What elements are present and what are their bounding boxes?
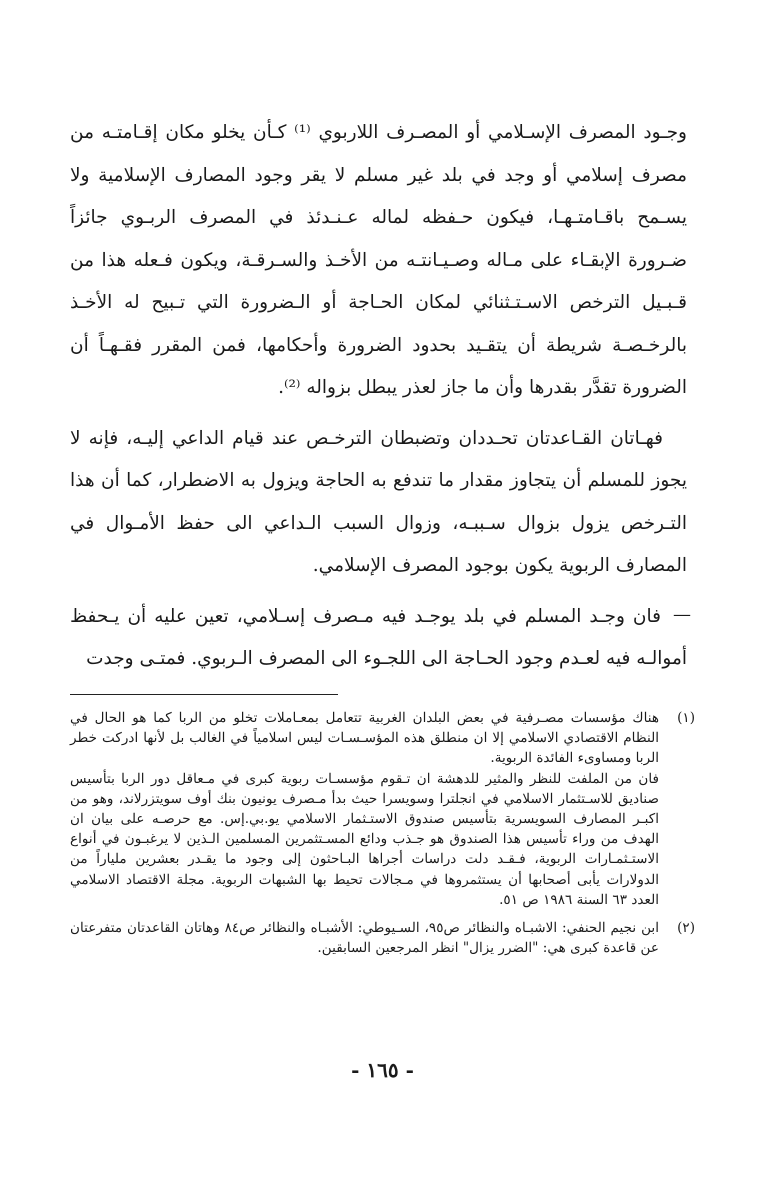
- footnote-number: (٢): [677, 920, 695, 937]
- footnote-number: (١): [677, 710, 695, 726]
- footnote-2-paragraph-1: ابن نجيم الحنفي: الاشبـاه والنظائر ص٩٥، السـيوطي: الأشبـاه والنظائر ص٨٤ وهاتان القاعدتان متفرعتان عن قاعدة كبرى هي: "الضرر يزال" انظر المرجعين السابقين.: [70, 920, 659, 957]
- body-paragraph-1: وجـود المصرف الإسـلامي أو المصـرف اللاربوي ⁽¹⁾ كـأن يخلو مكان إقـامتـه من مصرف إسلامي أو وجد في بلد غير مسلم لا يقر وجود المصارف الإسلامية ولا يسـمح باقـامتـهـا، فيكون حـفظه لماله عـنـدئذ في المصرف الربـوي جائزاً ضـرورة الإبقـاء على مـاله وصـيـانتـه من الأخـذ والسـرقـة، ويكون فـعله هذا من قـبـيل الترخص الاسـتـثنائي لمكان الحـاجة أو الـضرورة التي تـبيح له الأخـذ بالرخـصـة شريطة أن يتقـيد بحدود الضرورة وأحكامها، فمن المقرر فقـهـاً أن الضرورة تقدَّر بقدرها وأن ما جاز لعذر يبطل بزواله ⁽²⁾.: [70, 122, 687, 398]
- dash-marker: —: [673, 603, 691, 625]
- footnote-1-paragraph-1: هناك مؤسسات مصـرفية في بعض البلدان الغربية تتعامل بمعـاملات تخلو من الربا كما هو الحال في النظام الاقتصادي الاسلامي إلا ان منطلق هذه المؤسـسـات ليس اسلامياً في الغالب بل لأنها ادركت خطر الربا ومساوىء الفائدة الربوية.: [70, 710, 659, 767]
- body-paragraph-2: فهـاتان القـاعدتان تحـددان وتضبطان الترخـص عند قيام الداعي إليـه، فإنه لا يجوز للمسلم أن يتجاوز مقدار ما تندفع به الحاجة ويزول به الاضطرار، كما أن هذا التـرخص يزول بزوال سـببـه، وزوال السبب الـداعي الى حفظ الأمـوال في المصارف الربوية يكون بوجود المصرف الإسلامي.: [70, 427, 688, 576]
- main-text: [70, 112, 691, 681]
- footnotes: [70, 708, 695, 958]
- footnote-2: [70, 918, 695, 958]
- body-paragraph-3-text: فان وجـد المسلم في بلد يوجـد فيه مـصرف إسـلامي، تعين عليه أن يـحفظ أموالـه فيه لعـدم وجود الحـاجة الى اللجـوء الى المصرف الـربوي. فمتـى وجدت: [70, 605, 687, 669]
- footnote-separator: [70, 694, 338, 695]
- page-number: - ١٦٥ -: [351, 1058, 414, 1082]
- footnote-1: [70, 708, 695, 910]
- footnote-1-paragraph-2: فان من الملفت للنظر والمثير للدهشة ان تـقوم مؤسسـات ربوية كبرى في مـعاقل دور الربا بتأسيس صناديق للاسـتثمار الاسلامي في انجلترا وسويسرا حيث بدأ مـصرف يونيون بنك أوف سويتزرلاند، وهو من اكبـر المصارف السويسرية بتأسيس صندوق الاستـثمار الاسلامي يو.بي.إس. مع حرصـه على بيان ان الهدف من وراء تأسيس هذا الصندوق هو جـذب ودائع المسـتثمرين المسلمين الـذين لا يرغبـون في أنواع الاستـثمـارات الربوية، فـقـد دلت دراسات أجراها البـاحثون إلى وجود ما يقـدر بعشرين ملياراً من الدولارات يأبى أصحابها أن يستثمروها في مـجالات تحيط بها الشبهات الربوية. مجلة الاقتصاد الاسلامي العدد ٦٣ السنة ١٩٨٦ ص ٥١.: [70, 770, 659, 908]
- body-paragraph-3: [70, 596, 691, 681]
